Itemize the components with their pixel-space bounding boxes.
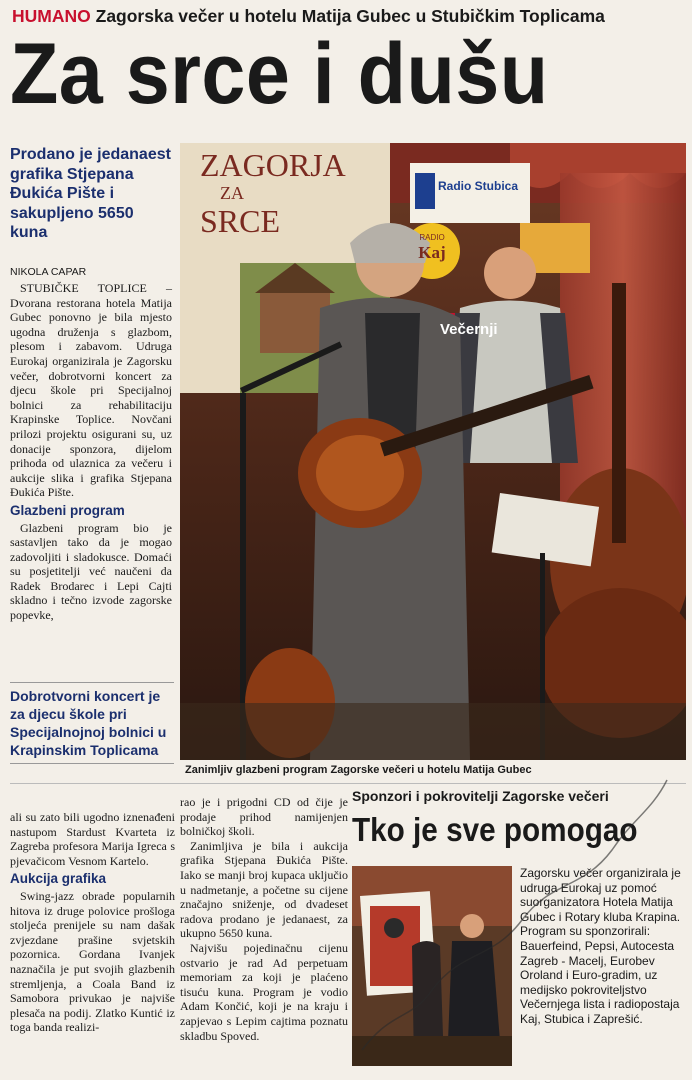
deck: Prodano je jedanaest grafika Stjepana Đukića Pište i sakupljeno 5650 kuna <box>10 146 171 241</box>
sidebar-kicker: Sponzori i pokrovitelji Zagorske večeri <box>352 788 609 804</box>
pullquote: Dobrotvorni koncert je za djecu škole pri Specijalnojnoj bolnici u Krapinskim Toplicama <box>10 688 167 758</box>
pullquote-box <box>10 682 174 764</box>
topline-text: Zagorska večer u hotelu Matija Gubec u Stubičkim Toplicama <box>95 6 605 26</box>
sign-vecernji: Večernji <box>440 321 498 338</box>
bottom-left-para-2: Swing-jazz obrade popularnih hitova iz druge polovice prošloga stoljeća prenijele su nam dašak zvjezdane prašine svjetskih pozornica. Gordana Ivanjek naznačila je put svojih glazbenih stremljenja, a Coala Band iz Samobora privukao je najviše plesača na podij. Zlatko Kuntić iz toga banda realizi- <box>10 888 175 1035</box>
byline: NIKOLA CAPAR <box>10 266 87 278</box>
sidebar <box>352 788 688 1080</box>
auction-photo-art <box>352 866 512 1066</box>
bottom-mid-para-2: Zanimljiva je bila i aukcija grafika Stjepana Đukića Pište. Iako se manji broj kupaca uključio u nadmetanje, a početne su cijene značajno sniženje, od dvadeset radova prodano je jedanaest, za ukupno 5650 kuna. <box>180 838 348 941</box>
sidebar-headline: Tko je sve pomogao <box>352 811 638 848</box>
sidebar-para-1: Zagorsku večer organizirala je udruga Eurokaj uz pomoć suorganizatora Hotela Matija Gubec i Rotary kluba Krapina. <box>520 866 681 924</box>
banner-line-1: ZAGORJA <box>200 147 346 183</box>
bottom-left-para-1: ali su zato bili ugodno iznenađeni nastupom Stardust Kvarteta iz Zagreba profesora Marija Igreca s pjevačicom Vesnom Kartelo. <box>10 810 175 868</box>
banner-line-3: SRCE <box>200 203 281 239</box>
main-photo <box>180 143 686 760</box>
bottom-left-body <box>10 810 175 1035</box>
headline: Za srce i dušu <box>10 26 549 122</box>
subhead-glazbeni: Glazbeni program <box>10 502 125 518</box>
banner-line-2: ZA <box>220 183 244 203</box>
sidebar-photo <box>352 866 512 1066</box>
sign-radio-stubica: Radio Stubica <box>438 179 519 193</box>
sign-radio-kaj-top: RADIO <box>419 233 445 242</box>
sidebar-para-2: Program su sponzorirali: Bauerfeind, Pepsi, Autocesta Zagreb - Macelj, Eurobev Oroland i Euro-gradim, uz medijsko pokroviteljstvo Večernjega lista i radiopostaja Kaj, Stubica i Zaprešić. <box>520 924 680 1026</box>
sign-radio-kaj: Kaj <box>418 243 446 262</box>
lead-para-2: Glazbeni program bio je sastavljen tako da je mogao zadovoljiti i sladokusce. Domaći su posjetitelji već naučeni da Radek Brodarec i Lepi Cajti skladno i tečno izvode zagorske popevke, <box>10 520 172 623</box>
lead-body <box>10 281 172 623</box>
banner-zagorja <box>200 147 346 239</box>
topline <box>12 6 688 27</box>
subhead-aukcija: Aukcija grafika <box>10 871 107 887</box>
bottom-mid-para-3: Najvišu pojedinačnu cijenu ostvario je rad Ad perpetuam memoriam za koji je plaćeno tisuću kuna. Program je vodio Adam Končić, koji je na kraju i zapjevao s Lepim cajtima poznatu skladbu Spoved. <box>180 940 348 1043</box>
sidebar-body <box>520 866 686 1027</box>
photo-caption: Zanimljiv glazbeni program Zagorske večeri u hotelu Matija Gubec <box>185 764 532 776</box>
kicker: HUMANO <box>12 6 91 26</box>
lead-para-1: STUBIČKE TOPLICE – Dvorana restorana hotela Matija Gubec ponovno je bila mjesto ugodna druženja s glazbom, plesom i zabavom. Udruga Eurokaj organizirala je Zagorsku večer, dobrotvorni koncert za djecu škole pri Specijalnoj bolnici za rehabilitaciju Krapinske Toplice. Novčani prilozi projektu osigurani su, uz donacije sponzora, dijelom prihoda od ulaznica za večeru i aukcije slika i grafika Stjepana Đukića Pište. <box>10 281 172 500</box>
bottom-mid-para-1: rao je i prigodni CD od čije je prodaje prihod namijenjen bolničkoj školi. <box>180 795 348 839</box>
bottom-mid-body <box>180 795 348 1043</box>
section-divider <box>10 783 686 784</box>
